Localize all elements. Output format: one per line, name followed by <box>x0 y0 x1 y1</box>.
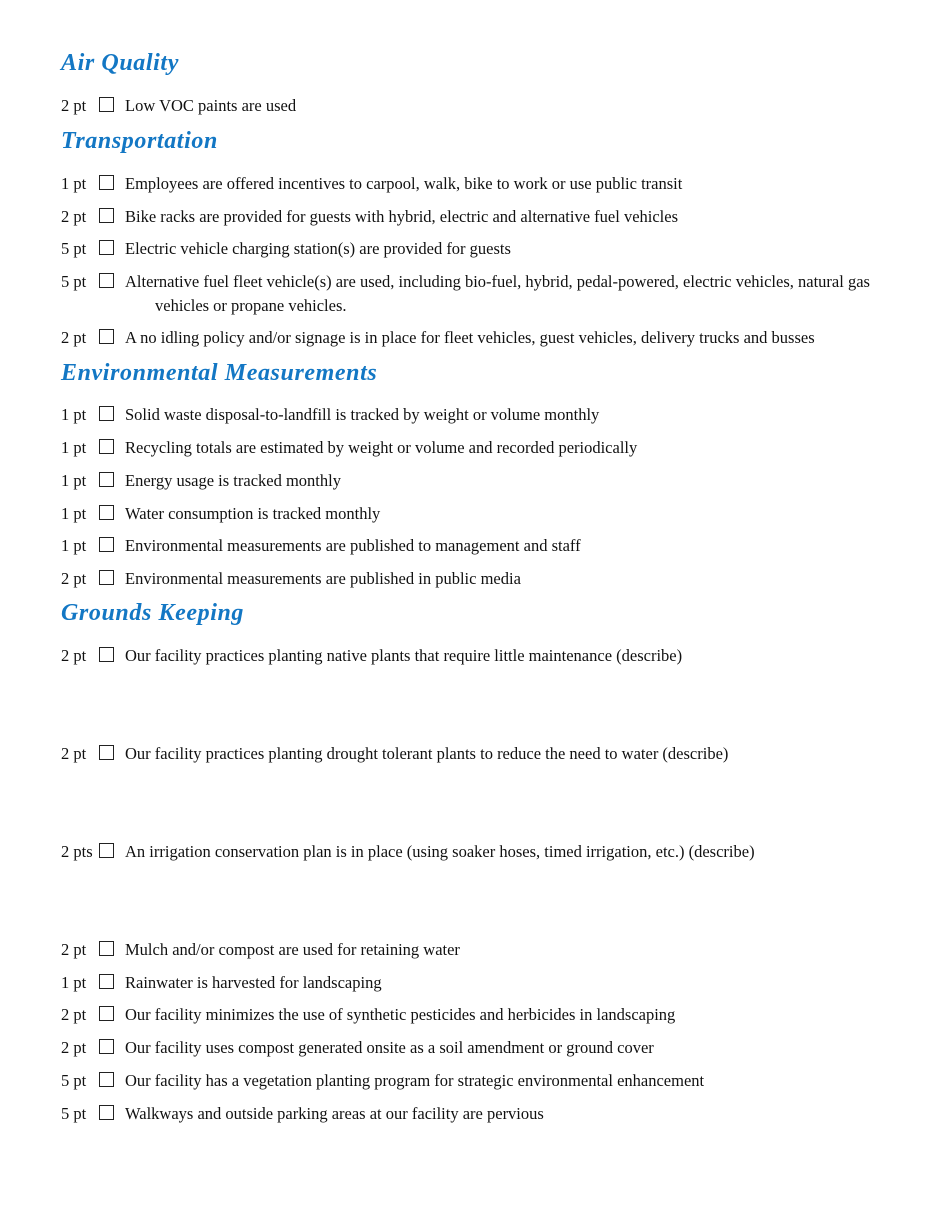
checklist-item <box>61 94 901 118</box>
points-label: 2 pt <box>61 96 87 115</box>
checklist-item <box>61 1003 901 1027</box>
points-label: 5 pt <box>61 1071 87 1090</box>
section-heading-grounds-keeping: Grounds Keeping <box>61 600 245 626</box>
checklist-item <box>61 270 901 318</box>
checkbox[interactable] <box>99 843 114 858</box>
checkbox[interactable] <box>99 472 114 487</box>
section-heading-environmental-measurements: Environmental Measurements <box>61 360 378 386</box>
item-text: Mulch and/or compost are used for retaining water <box>125 940 460 959</box>
checklist-item <box>61 971 901 995</box>
checkbox[interactable] <box>99 1006 114 1021</box>
checklist-item <box>61 567 901 591</box>
checklist-item <box>61 326 901 350</box>
points-label: 2 pt <box>61 1005 87 1024</box>
item-text: Our facility has a vegetation planting program for strategic environmental enhancement <box>125 1071 705 1090</box>
item-text: Recycling totals are estimated by weight or volume and recorded periodically <box>125 438 638 457</box>
checklist-item <box>61 502 901 526</box>
checklist-item <box>61 1069 901 1093</box>
checkbox[interactable] <box>99 745 114 760</box>
checklist-item <box>61 1036 901 1060</box>
points-label: 1 pt <box>61 471 87 490</box>
item-text: Our facility uses compost generated onsite as a soil amendment or ground cover <box>125 1038 654 1057</box>
points-label: 1 pt <box>61 438 87 457</box>
points-label: 2 pt <box>61 646 87 665</box>
checklist-item <box>61 1102 901 1126</box>
item-text: Employees are offered incentives to carpool, walk, bike to work or use public transit <box>125 174 683 193</box>
points-label: 2 pt <box>61 328 87 347</box>
item-text: Electric vehicle charging station(s) are provided for guests <box>125 239 511 258</box>
points-label: 2 pt <box>61 940 87 959</box>
item-text: Bike racks are provided for guests with hybrid, electric and alternative fuel vehicles <box>125 207 678 226</box>
points-label: 2 pts <box>61 842 93 861</box>
item-text: Low VOC paints are used <box>125 96 297 115</box>
checklist-item <box>61 840 901 864</box>
checklist-item <box>61 644 901 668</box>
checkbox[interactable] <box>99 570 114 585</box>
points-label: 1 pt <box>61 536 87 555</box>
section-heading-air-quality: Air Quality <box>61 50 179 76</box>
item-text: Rainwater is harvested for landscaping <box>125 973 382 992</box>
points-label: 5 pt <box>61 239 87 258</box>
item-text: A no idling policy and/or signage is in place for fleet vehicles, guest vehicles, delivery trucks and busses <box>125 328 815 347</box>
checkbox[interactable] <box>99 941 114 956</box>
checklist-item <box>61 742 901 766</box>
checklist-item <box>61 469 901 493</box>
points-label: 5 pt <box>61 272 87 291</box>
checklist-item <box>61 172 901 196</box>
checkbox[interactable] <box>99 406 114 421</box>
checkbox[interactable] <box>99 647 114 662</box>
item-text: An irrigation conservation plan is in place (using soaker hoses, timed irrigation, etc.) (describe) <box>125 842 755 861</box>
checkbox[interactable] <box>99 97 114 112</box>
points-label: 1 pt <box>61 504 87 523</box>
checkbox[interactable] <box>99 175 114 190</box>
checkbox[interactable] <box>99 505 114 520</box>
checklist-item <box>61 403 901 427</box>
checkbox[interactable] <box>99 537 114 552</box>
item-text: Alternative fuel fleet vehicle(s) are used, including bio-fuel, hybrid, pedal-powered, electric vehicles, natural gas vehicles or propane vehicles. <box>125 272 870 315</box>
points-label: 2 pt <box>61 744 87 763</box>
item-text: Solid waste disposal-to-landfill is tracked by weight or volume monthly <box>125 405 600 424</box>
checkbox[interactable] <box>99 273 114 288</box>
checkbox[interactable] <box>99 1105 114 1120</box>
points-label: 2 pt <box>61 569 87 588</box>
checklist-item <box>61 205 901 229</box>
points-label: 2 pt <box>61 207 87 226</box>
checklist-item <box>61 938 901 962</box>
section-heading-transportation: Transportation <box>61 128 218 154</box>
points-label: 1 pt <box>61 973 87 992</box>
item-text: Environmental measurements are published in public media <box>125 569 521 588</box>
points-label: 2 pt <box>61 1038 87 1057</box>
checklist-item <box>61 436 901 460</box>
item-text: Water consumption is tracked monthly <box>125 504 381 523</box>
checkbox[interactable] <box>99 974 114 989</box>
checkbox[interactable] <box>99 240 114 255</box>
checkbox[interactable] <box>99 1072 114 1087</box>
item-text: Walkways and outside parking areas at our facility are pervious <box>125 1104 544 1123</box>
points-label: 1 pt <box>61 174 87 193</box>
item-text: Energy usage is tracked monthly <box>125 471 341 490</box>
points-label: 1 pt <box>61 405 87 424</box>
points-label: 5 pt <box>61 1104 87 1123</box>
checkbox[interactable] <box>99 208 114 223</box>
checkbox[interactable] <box>99 329 114 344</box>
item-text: Our facility practices planting drought tolerant plants to reduce the need to water (describe) <box>125 744 729 763</box>
item-text: Environmental measurements are published to management and staff <box>125 536 581 555</box>
checkbox[interactable] <box>99 439 114 454</box>
item-text: Our facility minimizes the use of synthetic pesticides and herbicides in landscaping <box>125 1005 676 1024</box>
checklist-item <box>61 237 901 261</box>
checkbox[interactable] <box>99 1039 114 1054</box>
checklist-item <box>61 534 901 558</box>
item-text: Our facility practices planting native plants that require little maintenance (describe) <box>125 646 683 665</box>
